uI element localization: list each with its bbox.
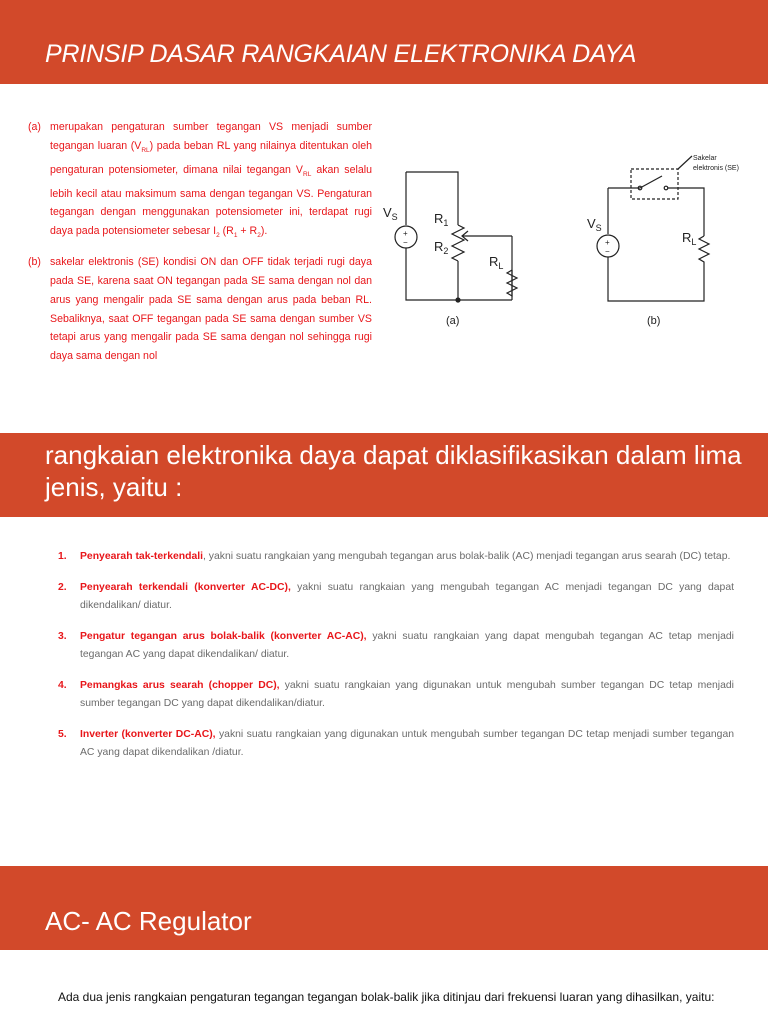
list-item xyxy=(58,677,734,714)
list-item xyxy=(58,579,734,616)
switch xyxy=(640,176,662,188)
vs-label: $V_S$ xyxy=(383,205,398,222)
list-item-text: yakni suatu rangkaian yang digunakan untuk mengubah sumber tegangan DC tetap menjadi sumber tegangan DC yang dapat dikendalikan/diatur. xyxy=(80,679,734,709)
subscript: RL xyxy=(141,146,150,154)
wire xyxy=(406,172,458,225)
list-item-title: Pemangkas arus searah (chopper DC), xyxy=(80,679,280,691)
caption-a: (a) xyxy=(446,315,460,327)
item-text: ) pada beban RL yang nilainya ditentukan oleh pengaturan potensiometer, dimana nilai tegangan V xyxy=(50,139,372,176)
switch-label-line1: Sakelar xyxy=(693,155,717,162)
explanation-item-a xyxy=(28,118,372,246)
list-number: 1. xyxy=(58,551,67,562)
intro-paragraph: Ada dua jenis rangkaian pengaturan tegangan tegangan bolak-balik jika ditinjau dari frekuensi luaran yang dihasilkan, yaitu: xyxy=(58,990,715,1004)
list-number: 4. xyxy=(58,679,67,691)
item-text: akan selalu lebih kecil atau maksimum sama dengan tegangan VS. Pengaturan tegangan dengan menggunakan potensiometer ini, terdapat rugi daya pada potensiometer sebesar I xyxy=(50,163,372,238)
explanation-block xyxy=(28,118,372,373)
wire xyxy=(608,257,704,301)
list-item-text: , yakni suatu rangkaian yang mengubah tegangan arus bolak-balik (AC) menjadi tegangan arus searah (DC) tetap. xyxy=(203,551,731,562)
minus-sign: − xyxy=(605,247,610,256)
circuit-diagram-b xyxy=(580,148,739,333)
list-number: 3. xyxy=(58,630,67,642)
ac-ac-regulator-banner xyxy=(0,866,768,950)
item-text: (R xyxy=(219,225,234,238)
section-heading: AC- AC Regulator xyxy=(45,906,252,936)
item-text: + R xyxy=(237,225,258,238)
minus-sign: − xyxy=(403,238,408,247)
list-number: 5. xyxy=(58,728,67,740)
load-resistor xyxy=(699,236,709,270)
item-label: (a) xyxy=(28,121,41,133)
list-item-title: Pengatur tegangan arus bolak-balik (konverter AC-AC), xyxy=(80,630,367,642)
item-text: ). xyxy=(260,225,268,238)
list-item xyxy=(58,548,734,567)
list-item-text: yakni suatu rangkaian yang dapat mengubah tegangan AC tetap menjadi tegangan AC yang dapat dikendalikan/ diatur. xyxy=(80,630,734,660)
subscript: 2 xyxy=(216,232,220,240)
item-label: (b) xyxy=(28,256,41,269)
r1-label: $R_1$ xyxy=(434,211,449,228)
subscript: RL xyxy=(303,170,312,178)
list-number: 2. xyxy=(58,581,67,593)
title-banner xyxy=(0,0,768,84)
subscript: 2 xyxy=(257,232,261,240)
rl-label: $R_L$ xyxy=(489,254,504,271)
list-item-text: yakni suatu rangkaian yang digunakan untuk mengubah sumber tegangan DC tetap menjadi sumber tegangan AC yang dapat dikendalikan /diatur. xyxy=(80,728,734,758)
converter-type-list xyxy=(58,548,734,775)
rl-label: $R_L$ xyxy=(682,230,697,247)
leader-line xyxy=(678,156,692,169)
switch-contact xyxy=(664,186,668,190)
list-item-title: Inverter (konverter DC-AC), xyxy=(80,728,216,740)
explanation-item-b xyxy=(28,253,372,366)
item-text: sakelar elektronis (SE) kondisi ON dan OFF tidak terjadi rugi daya pada SE, karena saat ON tegangan pada SE sama dengan nol dan arus yang mengalir pada SE sama dengan arus pada beban RL. Sebaliknya, saat OFF tegangan pada SE sama dengan sumber VS tetapi arus yang mengalir pada SE sama dengan nol sehingga rugi daya sama dengan nol xyxy=(50,256,372,363)
list-item-title: Penyearah terkendali (konverter AC-DC), xyxy=(80,581,291,593)
circuit-diagram-a xyxy=(378,150,528,335)
list-item-text: yakni suatu rangkaian yang mengubah tegangan AC menjadi tegangan DC yang dapat dikendalikan/ diatur. xyxy=(80,581,735,611)
section-heading: rangkaian elektronika daya dapat diklasifikasikan dalam lima jenis, yaitu : xyxy=(45,440,742,502)
wire xyxy=(668,188,704,236)
subscript: 1 xyxy=(233,232,238,240)
caption-b: (b) xyxy=(647,315,661,327)
plus-sign: + xyxy=(605,238,610,247)
vs-label: $V_S$ xyxy=(587,216,602,233)
switch-label-line2: elektronis (SE) xyxy=(693,165,739,172)
list-item xyxy=(58,628,734,665)
list-item-title: Penyearah tak-terkendali xyxy=(80,551,204,562)
classification-banner xyxy=(0,433,768,517)
plus-sign: + xyxy=(403,229,408,238)
potentiometer xyxy=(452,225,464,261)
page-title: PRINSIP DASAR RANGKAIAN ELEKTRONIKA DAYA xyxy=(45,40,637,68)
list-item xyxy=(58,726,734,763)
electronic-switch-box xyxy=(631,169,678,199)
r2-label: $R_2$ xyxy=(434,239,449,256)
item-text: merupakan pengaturan sumber tegangan VS menjadi sumber tegangan luaran (V xyxy=(50,121,372,152)
